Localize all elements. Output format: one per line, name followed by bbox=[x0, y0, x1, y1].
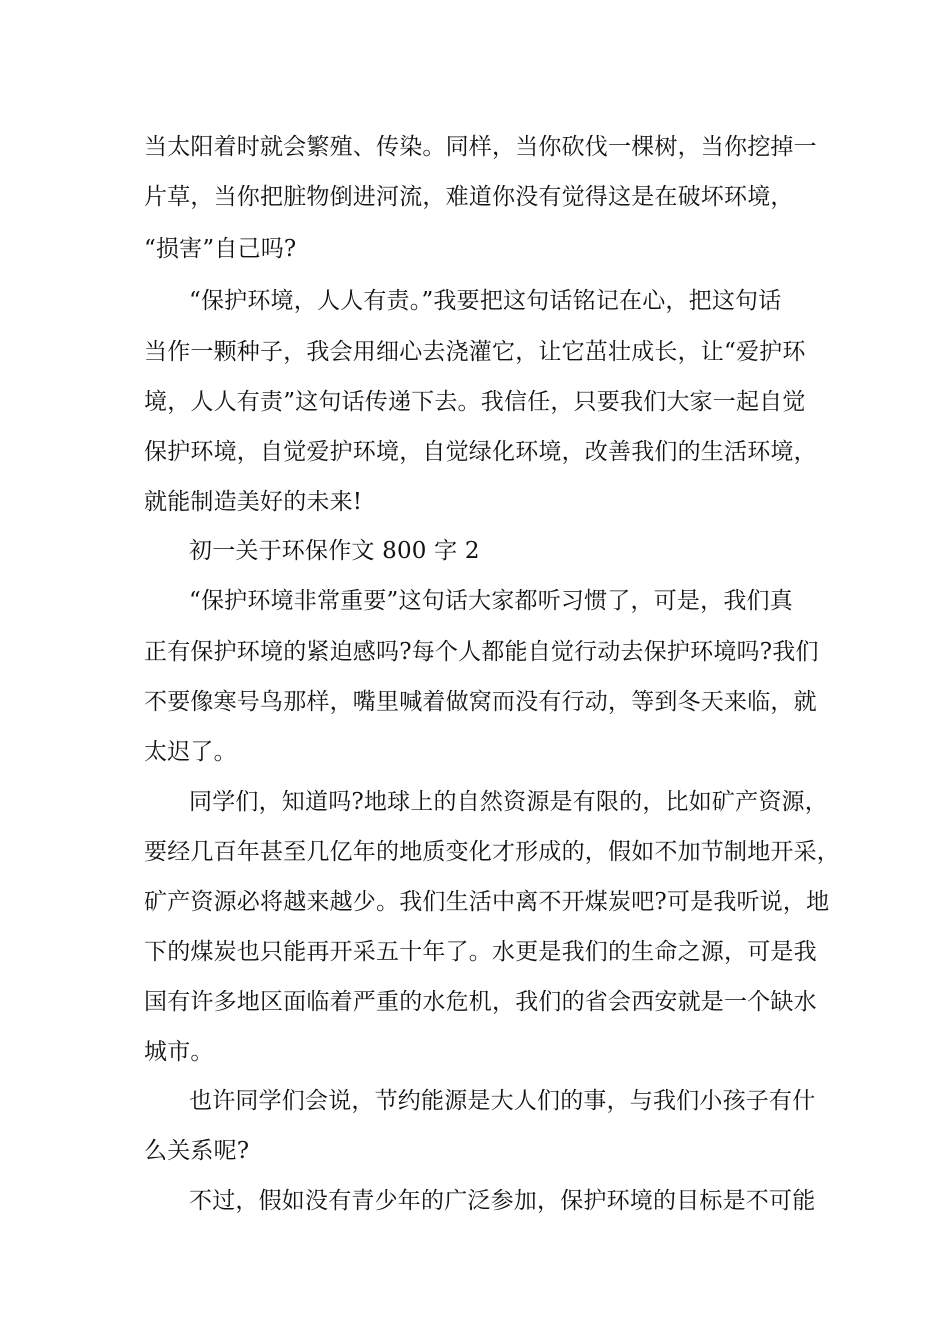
text-line: 下的煤炭也只能再开采五十年了。水更是我们的生命之源，可是我 bbox=[144, 939, 817, 965]
text-line: 也许同学们会说，节约能源是大人们的事，与我们小孩子有什 bbox=[189, 1088, 816, 1114]
text-line: 片草，当你把脏物倒进河流，难道你没有觉得这是在破坏环境， bbox=[144, 184, 794, 210]
text-line: 不过，假如没有青少年的广泛参加，保护环境的目标是不可能 bbox=[189, 1188, 816, 1214]
text-line: “保护环境，人人有责。”我要把这句话铭记在心，把这句话 bbox=[189, 288, 782, 314]
section-heading: 初一关于环保作文 800 字 2 bbox=[189, 538, 480, 564]
text-line: “保护环境非常重要”这句话大家都听习惯了，可是，我们真 bbox=[189, 588, 793, 614]
text-line: 境，人人有责”这句话传递下去。我信任，只要我们大家一起自觉 bbox=[144, 389, 806, 415]
text-line: 城市。 bbox=[144, 1039, 214, 1065]
text-line: 同学们，知道吗?地球上的自然资源是有限的，比如矿产资源， bbox=[189, 789, 828, 815]
text-line: 保护环境，自觉爱护环境，自觉绿化环境，改善我们的生活环境， bbox=[144, 439, 817, 465]
text-line: 就能制造美好的未来! bbox=[144, 489, 363, 515]
text-line: 正有保护环境的紧迫感吗?每个人都能自觉行动去保护环境吗?我们 bbox=[144, 639, 819, 665]
text-line: 当作一颗种子，我会用细心去浇灌它，让它茁壮成长，让“爱护环 bbox=[144, 339, 806, 365]
text-line: 不要像寒号鸟那样，嘴里喊着做窝而没有行动，等到冬天来临，就 bbox=[144, 689, 817, 715]
text-line: 要经几百年甚至几亿年的地质变化才形成的，假如不加节制地开采， bbox=[144, 839, 840, 865]
text-line: 当太阳着时就会繁殖、传染。同样，当你砍伐一棵树，当你挖掉一 bbox=[144, 134, 817, 160]
text-line: 太迟了。 bbox=[144, 739, 237, 765]
text-line: 矿产资源必将越来越少。我们生活中离不开煤炭吧?可是我听说，地 bbox=[144, 889, 830, 915]
text-line: 国有许多地区面临着严重的水危机，我们的省会西安就是一个缺水 bbox=[144, 989, 817, 1015]
text-line: 么关系呢? bbox=[144, 1138, 250, 1164]
text-line: “损害”自己吗? bbox=[144, 236, 297, 262]
